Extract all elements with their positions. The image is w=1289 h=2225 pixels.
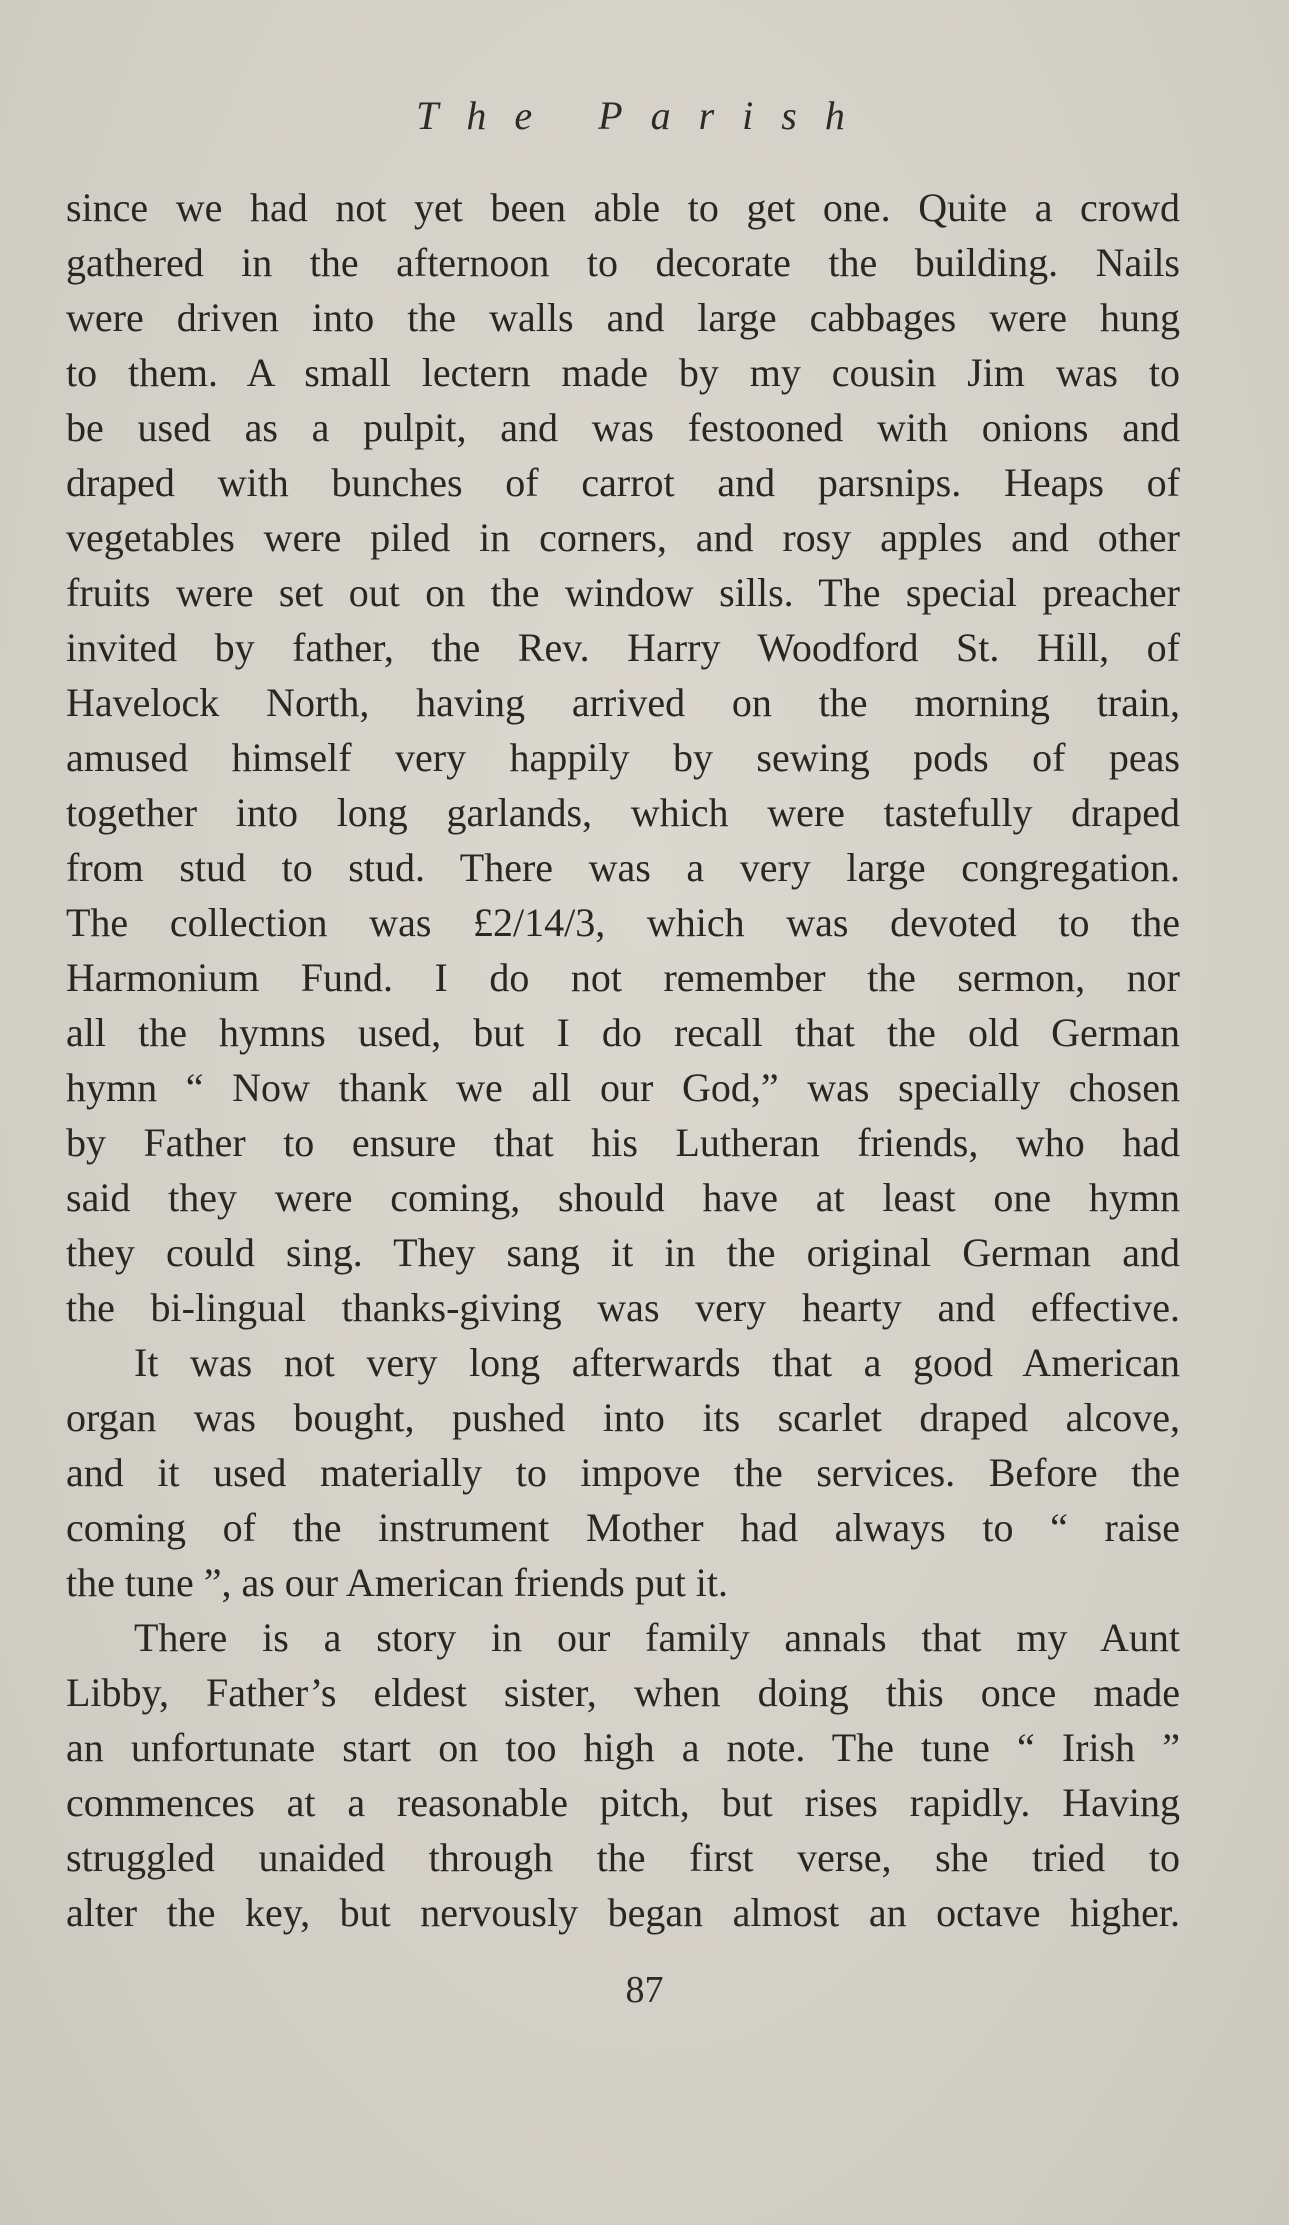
text-line: Havelock North, having arrived on the morning train, bbox=[66, 680, 1180, 725]
text-line: from stud to stud. There was a very large congregation. bbox=[66, 845, 1180, 890]
text-line: draped with bunches of carrot and parsnips. Heaps of bbox=[66, 460, 1180, 505]
text-line: amused himself very happily by sewing pods of peas bbox=[66, 735, 1180, 780]
text-line: they could sing. They sang it in the original German and bbox=[66, 1230, 1180, 1275]
text-line: hymn “ Now thank we all our God,” was specially chosen bbox=[66, 1065, 1180, 1110]
text-line: and it used materially to impove the services. Before the bbox=[66, 1450, 1180, 1495]
text-line: struggled unaided through the first verse, she tried to bbox=[66, 1835, 1180, 1880]
text-line: all the hymns used, but I do recall that the old German bbox=[66, 1010, 1180, 1055]
text-line: said they were coming, should have at least one hymn bbox=[66, 1175, 1180, 1220]
text-line: the bi-lingual thanks-giving was very hearty and effective. bbox=[66, 1285, 1180, 1330]
text-line: gathered in the afternoon to decorate the building. Nails bbox=[66, 240, 1180, 285]
text-line: an unfortunate start on too high a note. The tune “ Irish ” bbox=[66, 1725, 1180, 1770]
text-line: coming of the instrument Mother had always to “ raise bbox=[66, 1505, 1180, 1550]
text-line: Libby, Father’s eldest sister, when doing this once made bbox=[66, 1670, 1180, 1715]
page-number: 87 bbox=[625, 1969, 664, 2011]
text-line: to them. A small lectern made by my cousin Jim was to bbox=[66, 350, 1180, 395]
text-line: the tune ”, as our American friends put it. bbox=[66, 1560, 729, 1605]
text-line: invited by father, the Rev. Harry Woodford St. Hill, of bbox=[66, 625, 1180, 670]
text-line: be used as a pulpit, and was festooned with onions and bbox=[66, 405, 1180, 450]
text-line: It was not very long afterwards that a good American bbox=[134, 1340, 1180, 1385]
text-line: commences at a reasonable pitch, but rises rapidly. Having bbox=[66, 1780, 1180, 1825]
text-line: The collection was £2/14/3, which was devoted to the bbox=[66, 900, 1180, 945]
text-line: together into long garlands, which were tastefully draped bbox=[66, 790, 1180, 835]
text-line: vegetables were piled in corners, and rosy apples and other bbox=[66, 515, 1180, 560]
text-line: There is a story in our family annals that my Aunt bbox=[134, 1615, 1180, 1660]
text-line: since we had not yet been able to get one. Quite a crowd bbox=[66, 185, 1180, 230]
body-text bbox=[66, 180, 1180, 1940]
text-line: organ was bought, pushed into its scarlet draped alcove, bbox=[66, 1395, 1180, 1440]
text-line: were driven into the walls and large cabbages were hung bbox=[66, 295, 1180, 340]
running-head: The Parish bbox=[416, 93, 873, 138]
text-line: alter the key, but nervously began almost an octave higher. bbox=[66, 1890, 1180, 1935]
text-line: fruits were set out on the window sills. The special preacher bbox=[66, 570, 1180, 615]
text-line: by Father to ensure that his Lutheran friends, who had bbox=[66, 1120, 1180, 1165]
text-line: Harmonium Fund. I do not remember the sermon, nor bbox=[66, 955, 1180, 1000]
